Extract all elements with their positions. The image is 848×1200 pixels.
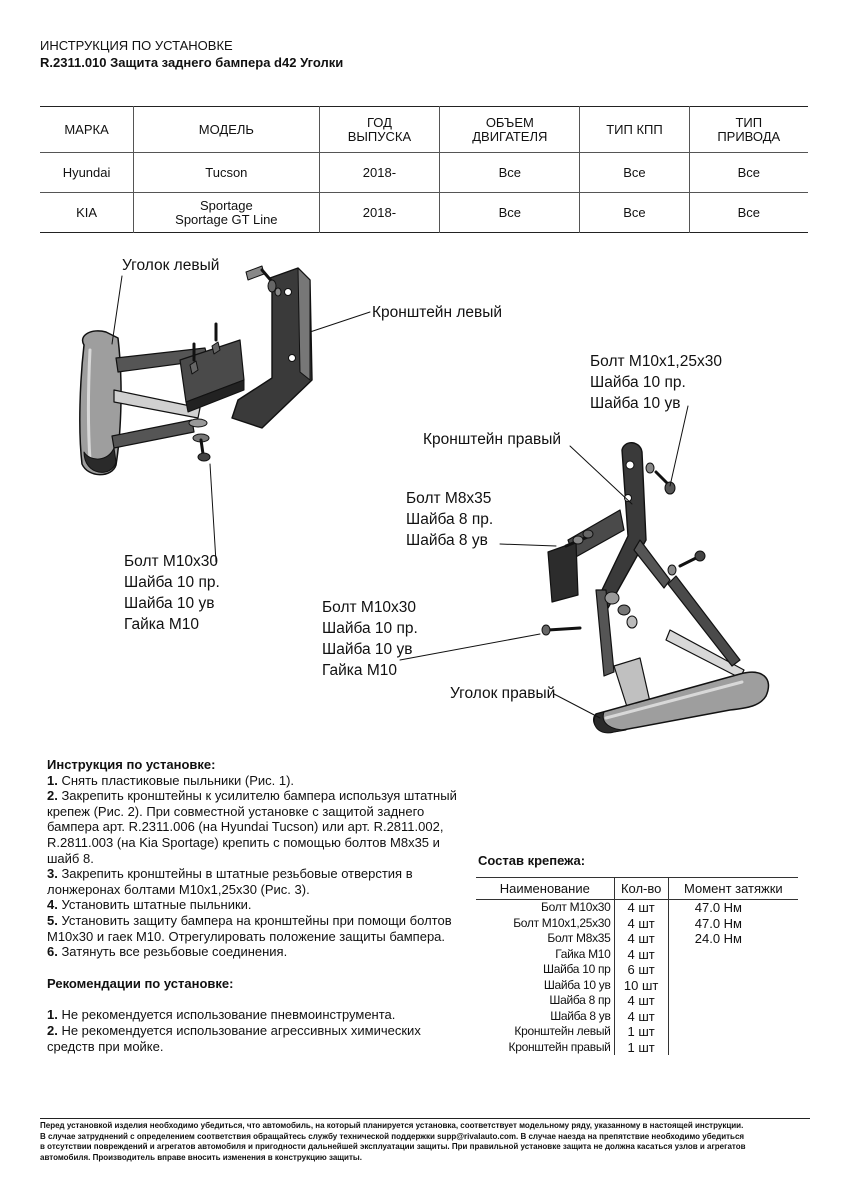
fastener-qty: 4 шт bbox=[614, 993, 668, 1009]
vehicle-row bbox=[40, 193, 808, 233]
recommendation-text: Не рекомендуется использование пневмоинструмента. bbox=[57, 1007, 396, 1023]
step-number: 4. bbox=[47, 897, 58, 913]
vehicle-table-body bbox=[40, 153, 808, 233]
step-number: 5. bbox=[47, 912, 58, 928]
callout-line: Болт М10х30 bbox=[124, 553, 219, 570]
header-line: ПРИВОДА bbox=[717, 128, 781, 144]
fastener-torque bbox=[668, 993, 798, 1009]
step-number: 2. bbox=[47, 788, 58, 804]
instructions-heading: Инструкция по установке: bbox=[47, 757, 216, 772]
vehicle-model bbox=[134, 193, 320, 233]
vehicle-engine: Все bbox=[440, 193, 580, 233]
fastener-qty: 1 шт bbox=[614, 1040, 668, 1056]
instruction-step bbox=[47, 773, 467, 789]
vehicle-col-header bbox=[689, 107, 808, 153]
header-line: ДВИГАТЕЛЯ bbox=[472, 128, 548, 144]
instruction-step bbox=[47, 913, 467, 944]
fastener-torque: 47.0 Нм bbox=[694, 915, 742, 931]
recommendation-number: 2. bbox=[47, 1022, 58, 1038]
fastener-name: Болт М10х1,25х30 bbox=[476, 916, 614, 932]
fastener-row bbox=[476, 1024, 798, 1040]
fastener-name: Гайка М10 bbox=[476, 947, 614, 963]
instruction-steps bbox=[47, 773, 467, 960]
callout-center-fasteners bbox=[322, 597, 418, 681]
recommendation-text: Не рекомендуется использование агрессивных химических средств при мойке. bbox=[47, 1022, 421, 1054]
disclaimer-line: Перед установкой изделия необходимо убедиться, что автомобиль, на который планируется установка, соответствует модельному ряду, указанному в настоящей инструкции. bbox=[40, 1121, 744, 1130]
step-text: Снять пластиковые пыльники (Рис. 1). bbox=[57, 772, 295, 788]
callout-right-bracket: Кронштейн правый bbox=[423, 431, 562, 448]
fastener-qty: 4 шт bbox=[614, 1009, 668, 1025]
document-subtitle: ИНСТРУКЦИЯ ПО УСТАНОВКЕ bbox=[40, 38, 233, 53]
fastener-torque bbox=[668, 947, 798, 963]
callout-line: Гайка М10 bbox=[124, 616, 200, 633]
fastener-torque bbox=[668, 962, 798, 978]
vehicle-model-line: Sportage bbox=[199, 197, 253, 213]
vehicle-compatibility-table bbox=[40, 106, 808, 233]
header-line: ВЫПУСКА bbox=[347, 128, 412, 144]
callout-left-fasteners bbox=[124, 551, 220, 635]
vehicle-drive: Все bbox=[689, 153, 808, 193]
recommendations-heading: Рекомендации по установке: bbox=[47, 975, 234, 991]
callout-top-right-fasteners bbox=[590, 351, 722, 414]
fastener-row bbox=[476, 1009, 798, 1025]
callout-line: Шайба 10 ув bbox=[322, 641, 413, 658]
fastener-torque bbox=[668, 978, 798, 994]
callout-line: Гайка М10 bbox=[322, 662, 398, 679]
fasteners-col-qty: Кол-во bbox=[614, 878, 668, 900]
fastener-qty: 6 шт bbox=[614, 962, 668, 978]
fastener-row bbox=[476, 962, 798, 978]
fastener-qty: 4 шт bbox=[614, 947, 668, 963]
fastener-name: Шайба 8 ув bbox=[476, 1009, 614, 1025]
vehicle-model-line: Tucson bbox=[205, 164, 248, 180]
step-text: Закрепить кронштейны к усилителю бампера используя штатный крепеж (Рис. 2). При совместной установке с защитой заднего бампера арт. R.2311.006 (на Hyundai Tucson) или арт. R.2811.002, R.2811.003 (на Kia Sportage) крепить с помощью болтов М8х35 и шайб 8. bbox=[47, 788, 457, 866]
fastener-row bbox=[476, 947, 798, 963]
recommendation-item bbox=[47, 1007, 467, 1023]
instruction-step bbox=[47, 944, 467, 960]
vehicle-drive: Все bbox=[689, 193, 808, 233]
fastener-torque bbox=[668, 1040, 798, 1056]
vehicle-year: 2018- bbox=[319, 153, 440, 193]
fastener-qty: 4 шт bbox=[614, 916, 668, 932]
callout-line: Болт М8х35 bbox=[406, 490, 492, 507]
fasteners-table-body bbox=[476, 900, 798, 1056]
disclaimer-line: в отсутствии повреждений и агрегатов автомобиля и пригодности дальнейшей эксплуатации защиты. При правильной установке защита не должна касаться узлов и агрегатов bbox=[40, 1142, 746, 1151]
vehicle-col-header bbox=[319, 107, 440, 153]
vehicle-gearbox: Все bbox=[580, 193, 689, 233]
instruction-step bbox=[47, 788, 467, 866]
step-number: 1. bbox=[47, 772, 58, 788]
vehicle-col-header bbox=[580, 107, 689, 153]
document-title: R.2311.010 Защита заднего бампера d42 Уголки bbox=[40, 55, 344, 70]
fastener-row bbox=[476, 931, 798, 947]
callout-line: Шайба 10 ув bbox=[590, 395, 681, 412]
fastener-name: Болт М8х35 bbox=[476, 931, 614, 947]
fasteners-table-header-row bbox=[476, 878, 798, 900]
fasteners-heading: Состав крепежа: bbox=[478, 853, 586, 868]
fastener-row bbox=[476, 978, 798, 994]
fasteners-table bbox=[476, 877, 798, 1055]
fastener-qty: 10 шт bbox=[614, 978, 668, 994]
step-text: Установить штатные пыльники. bbox=[57, 897, 252, 913]
fastener-row bbox=[476, 1040, 798, 1056]
vehicle-col-header bbox=[134, 107, 320, 153]
callout-left-corner: Уголок левый bbox=[122, 257, 220, 274]
callout-left-bracket: Кронштейн левый bbox=[372, 304, 503, 321]
fastener-qty: 4 шт bbox=[614, 931, 668, 947]
header-line: ТИП КПП bbox=[606, 121, 663, 137]
fastener-torque bbox=[668, 1009, 798, 1025]
vehicle-brand: Hyundai bbox=[62, 164, 111, 180]
recommendation-item bbox=[47, 1023, 467, 1054]
instruction-step bbox=[47, 866, 467, 897]
vehicle-table-header-row bbox=[40, 107, 808, 153]
instruction-step bbox=[47, 897, 467, 913]
header-line: ГОД bbox=[366, 114, 392, 130]
header-line: МАРКА bbox=[64, 121, 109, 137]
fastener-row bbox=[476, 900, 798, 916]
assembly-diagram bbox=[0, 240, 848, 750]
fastener-row bbox=[476, 916, 798, 932]
fastener-name: Кронштейн левый bbox=[476, 1024, 614, 1040]
header-line: МОДЕЛЬ bbox=[198, 121, 254, 137]
disclaimer-line: В случае затруднений с определением соответствия обращайтесь службу технической поддержки supp@rivalauto.com. В случае наезда на препятствие необходимо убедиться bbox=[40, 1131, 745, 1141]
callout-line: Шайба 8 пр. bbox=[406, 511, 494, 528]
step-number: 6. bbox=[47, 944, 58, 960]
fastener-name: Кронштейн правый bbox=[476, 1040, 614, 1056]
recommendation-list bbox=[47, 1007, 467, 1054]
step-text: Затянуть все резьбовые соединения. bbox=[57, 944, 288, 960]
step-text: Установить защиту бампера на кронштейны при помощи болтов М10х30 и гаек М10. Отрегулировать положение защиты бампера. bbox=[47, 912, 452, 944]
header-line: ОБЪЕМ bbox=[485, 114, 534, 130]
fastener-row bbox=[476, 993, 798, 1009]
vehicle-year: 2018- bbox=[319, 193, 440, 233]
fastener-name: Шайба 10 ув bbox=[476, 978, 614, 994]
step-text: Закрепить кронштейны в штатные резьбовые отверстия в лонжеронах болтами М10х1,25х30 (Рис. 3). bbox=[47, 866, 413, 897]
vehicle-model-line: Sportage GT Line bbox=[175, 211, 278, 227]
fastener-name: Шайба 10 пр bbox=[476, 962, 614, 978]
vehicle-table-header bbox=[40, 107, 808, 153]
recommendation-number: 1. bbox=[47, 1007, 58, 1023]
vehicle-col-header bbox=[40, 107, 134, 153]
vehicle-row bbox=[40, 153, 808, 193]
fastener-name: Шайба 8 пр bbox=[476, 993, 614, 1009]
callout-line: Шайба 10 ув bbox=[124, 595, 215, 612]
callout-line: Шайба 10 пр. bbox=[590, 374, 686, 391]
callout-line: Шайба 8 ув bbox=[406, 532, 488, 549]
fastener-torque: 47.0 Нм bbox=[694, 900, 742, 915]
vehicle-gearbox: Все bbox=[580, 153, 689, 193]
fastener-name: Болт М10х30 bbox=[476, 900, 614, 916]
installation-instructions bbox=[47, 757, 467, 1054]
callout-m8-fasteners bbox=[406, 488, 493, 551]
step-number: 3. bbox=[47, 866, 58, 882]
fastener-torque bbox=[668, 1024, 798, 1040]
callout-right-corner: Уголок правый bbox=[450, 685, 556, 702]
callout-line: Болт М10х1,25х30 bbox=[590, 353, 722, 370]
vehicle-col-header bbox=[440, 107, 580, 153]
fastener-torque: 24.0 Нм bbox=[694, 931, 742, 946]
callout-line: Шайба 10 пр. bbox=[124, 574, 220, 591]
callout-line: Болт М10х30 bbox=[322, 599, 417, 616]
callout-line: Шайба 10 пр. bbox=[322, 620, 418, 637]
right-bracket bbox=[548, 443, 670, 676]
vehicle-model bbox=[134, 153, 320, 193]
legal-disclaimer bbox=[40, 1118, 810, 1163]
vehicle-engine: Все bbox=[440, 153, 580, 193]
header-line: ТИП bbox=[735, 114, 763, 130]
vehicle-brand: KIA bbox=[76, 204, 98, 220]
fastener-qty: 4 шт bbox=[614, 900, 668, 916]
fasteners-col-torque: Момент затяжки bbox=[668, 878, 798, 900]
disclaimer-line: автомобиля. Производитель вправе вносить изменения в конструкцию защиты. bbox=[40, 1152, 362, 1162]
fasteners-col-name: Наименование bbox=[476, 878, 614, 900]
fastener-qty: 1 шт bbox=[614, 1024, 668, 1040]
